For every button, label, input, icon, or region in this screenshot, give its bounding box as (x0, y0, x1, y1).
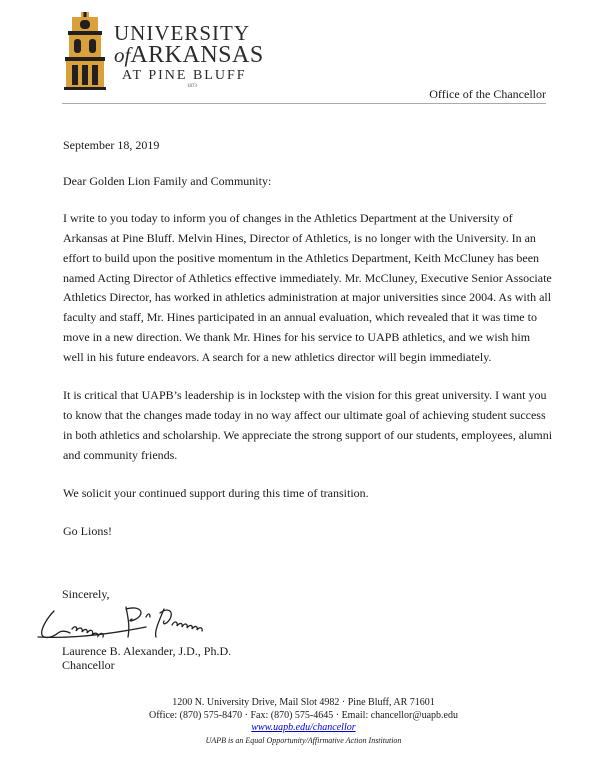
letter-date: September 18, 2019 (63, 138, 160, 152)
logo-arkansas-word: ARKANSAS (130, 42, 264, 68)
letterhead-divider (62, 103, 546, 104)
handwritten-signature-icon (36, 603, 226, 645)
clock-tower-icon (62, 12, 108, 90)
signature-block (36, 587, 296, 677)
signer-name: Laurence B. Alexander, J.D., Ph.D. (62, 644, 232, 658)
letter-paragraph: We solicit your continued support during this time of transition. (63, 485, 369, 500)
university-logo (62, 12, 302, 90)
letter-salutation: Dear Golden Lion Family and Community: (63, 173, 272, 188)
logo-of-text: of (114, 43, 131, 67)
logo-university-text: UNIVERSITY (114, 21, 250, 45)
letter-paragraph: It is critical that UAPB’s leadership is in lockstep with the vision for this great university. I want you to know that the changes made today in no way affect our ultimate goal of achieving student success in both athletics and scholarship. We appreciate the strong support of our students, employees, alumni and community friends. (63, 388, 553, 462)
footer-address: 1200 N. University Drive, Mail Slot 4982 · Pine Bluff, AR 71601 (172, 697, 435, 708)
letter-closing: Sincerely, (62, 587, 110, 601)
signer-title: Chancellor (62, 658, 115, 672)
footer-eeo-statement: UAPB is an Equal Opportunity/Affirmative Action Institution (205, 735, 402, 745)
letter-paragraph: Go Lions! (63, 523, 112, 538)
letter-paragraph: I write to you today to inform you of changes in the Athletics Department at the University of Arkansas at Pine Bluff. Melvin Hines, Director of Athletics, is no longer with the University. In an effort to build upon the positive momentum in the Athletics Department, Keith McCluney has been named Acting Director of Athletics effective immediately. Mr. McCluney, Executive Senior Associate Athletics Director, has worked in athletics administration at major universities since 2004. As with all faculty and staff, Mr. Hines participated in an annual evaluation, which revealed that it was time to move in a new direction. We thank Mr. Hines for his service to UAPB athletics, and we wish him well in his future endeavors. A search for a new athletics director will begin immediately. (63, 210, 552, 365)
footer-website-link[interactable]: www.uapb.edu/chancellor (251, 722, 356, 733)
letter-footer (0, 697, 607, 747)
logo-arkansas-text (114, 42, 264, 69)
footer-contact: Office: (870) 575-8470 · Fax: (870) 575-4645 · Email: chancellor@uapb.edu (149, 709, 458, 721)
logo-pine-bluff-text: AT PINE BLUFF (122, 68, 247, 83)
logo-founded-year: 1873 (187, 84, 197, 89)
office-title: Office of the Chancellor (429, 87, 546, 101)
letter-body (63, 136, 553, 560)
